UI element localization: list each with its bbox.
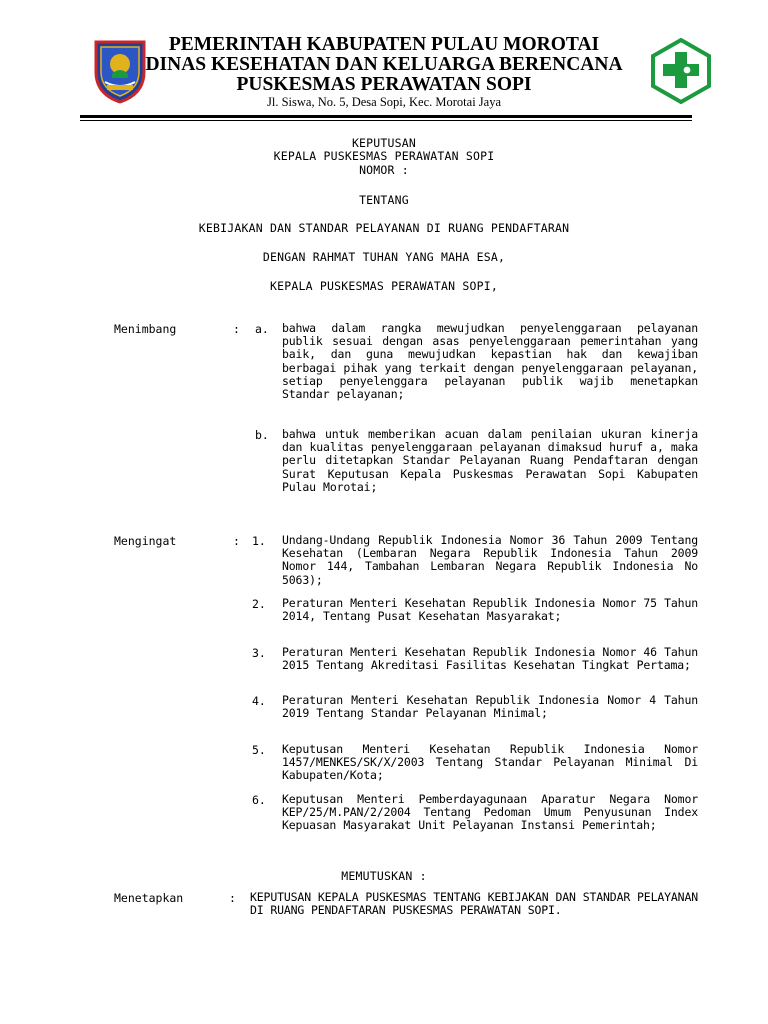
header-rule-thin <box>80 120 692 121</box>
mengingat-item-3: Peraturan Menteri Kesehatan Republik Indonesia Nomor 46 Tahun 2015 Tentang Akreditasi Fasilitas Kesehatan Tingkat Pertama; <box>282 645 698 673</box>
menimbang-item-b: bahwa untuk memberikan acuan dalam penilaian ukuran kinerja dan kualitas penyelenggaraan pelayanan dimaksud huruf a, maka perlu ditetapkan Standar Pelayanan Ruang Pendaftaran dengan Surat Keputusan Kepala Puskesmas Perawatan Sopi Kabupaten Pulau Morotai; <box>282 427 698 494</box>
title-rahmat: DENGAN RAHMAT TUHAN YANG MAHA ESA, <box>262 250 506 264</box>
menimbang-colon: : <box>233 322 240 336</box>
menimbang-label: Menimbang <box>114 322 177 336</box>
mengingat-colon: : <box>233 534 240 548</box>
title-kepala: KEPALA PUSKESMAS PERAWATAN SOPI, <box>270 279 498 293</box>
header-address: Jl. Siswa, No. 5, Desa Sopi, Kec. Morotai Jaya <box>267 95 501 109</box>
menimbang-marker-b: b. <box>255 428 269 442</box>
mengingat-item-2: Peraturan Menteri Kesehatan Republik Indonesia Nomor 75 Tahun 2014, Tentang Pusat Kesehatan Masyarakat; <box>282 596 698 624</box>
title-nomor: NOMOR : <box>359 163 409 177</box>
menimbang-marker-a: a. <box>255 322 269 336</box>
mengingat-item-1: Undang-Undang Republik Indonesia Nomor 36 Tahun 2009 Tentang Kesehatan (Lembaran Negara Republik Indonesia Tahun 2009 Nomor 144, Tambahan Lembaran Negara Republik Indonesia No 5063); <box>282 533 698 587</box>
title-issuer: KEPALA PUSKESMAS PERAWATAN SOPI <box>273 149 495 163</box>
menetapkan-text: KEPUTUSAN KEPALA PUSKESMAS TENTANG KEBIJAKAN DAN STANDAR PELAYANAN DI RUANG PENDAFTARAN PUSKESMAS PERAWATAN SOPI. <box>250 890 698 918</box>
mengingat-item-4: Peraturan Menteri Kesehatan Republik Indonesia Nomor 4 Tahun 2019 Tentang Standar Pelayanan Minimal; <box>282 693 698 721</box>
menetapkan-colon: : <box>229 891 236 905</box>
header-department: DINAS KESEHATAN DAN KELUARGA BERENCANA <box>145 54 623 75</box>
title-subject: KEBIJAKAN DAN STANDAR PELAYANAN DI RUANG PENDAFTARAN <box>198 221 570 235</box>
mengingat-marker-3: 3. <box>252 646 266 660</box>
title-tentang: TENTANG <box>359 193 409 207</box>
menimbang-item-a: bahwa dalam rangka mewujudkan penyelenggaraan pelayanan publik sesuai dengan asas penyelenggaraan pemerintahan yang baik, dan guna mewujudkan kepastian hak dan kewajiban berbagai pihak yang terkait dengan penyelenggaraan pelayanan, setiap penyelenggara pelayanan publik wajib menetapkan Standar pelayanan; <box>282 321 698 402</box>
memutuskan-heading: MEMUTUSKAN : <box>341 869 427 883</box>
mengingat-marker-1: 1. <box>252 534 266 548</box>
header-rule-thick <box>80 115 692 118</box>
mengingat-marker-6: 6. <box>252 793 266 807</box>
mengingat-label: Mengingat <box>114 534 177 548</box>
mengingat-marker-2: 2. <box>252 597 266 611</box>
mengingat-item-6: Keputusan Menteri Pemberdayagunaan Aparatur Negara Nomor KEP/25/M.PAN/2/2004 Tentang Pedoman Umum Penyusunan Index Kepuasan Masyarakat Unit Pelayanan Instansi Pemerintah; <box>282 792 698 833</box>
mengingat-item-5: Keputusan Menteri Kesehatan Republik Indonesia Nomor 1457/MENKES/SK/X/2003 Tentang Standar Pelayanan Minimal Di Kabupaten/Kota; <box>282 742 698 783</box>
mengingat-marker-4: 4. <box>252 694 266 708</box>
menetapkan-label: Menetapkan <box>114 891 184 905</box>
title-keputusan: KEPUTUSAN <box>351 136 417 150</box>
header-government: PEMERINTAH KABUPATEN PULAU MOROTAI <box>168 34 600 55</box>
header-puskesmas: PUSKESMAS PERAWATAN SOPI <box>236 74 532 95</box>
mengingat-marker-5: 5. <box>252 743 266 757</box>
